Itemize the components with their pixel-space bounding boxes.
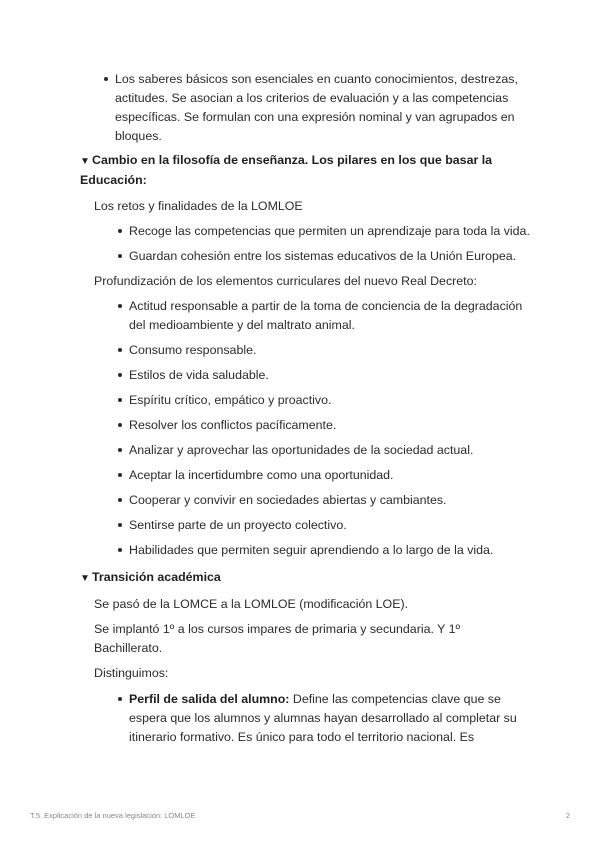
toggle-body xyxy=(80,595,530,747)
list-item: Sentirse parte de un proyecto colectivo. xyxy=(94,516,530,535)
distinguimos-list xyxy=(94,690,530,747)
list-item: Aceptar la incertidumbre como una oportunidad. xyxy=(94,466,530,485)
toggle-triangle-icon[interactable]: ▼ xyxy=(80,156,90,167)
list-item: Cooperar y convivir en sociedades abiertas y cambiantes. xyxy=(94,491,530,510)
list-item: Espíritu crítico, empático y proactivo. xyxy=(94,391,530,410)
paragraph: Distinguimos: xyxy=(94,666,169,680)
list-item: Consumo responsable. xyxy=(94,341,530,360)
saberes-list xyxy=(80,70,530,146)
list-item: Estilos de vida saludable. xyxy=(94,366,530,385)
page-content xyxy=(80,70,530,747)
list-item: Actitud responsable a partir de la toma de conciencia de la degradación del medioambiente y del maltrato animal. xyxy=(94,297,530,335)
section-title: Cambio en la filosofía de enseñanza. Los pilares en los que basar la Educación: xyxy=(80,153,493,187)
elementos-list xyxy=(94,297,530,560)
footer-title: T.5. Explicación de la nueva legislación: LOMLOE xyxy=(30,811,196,820)
page-footer xyxy=(30,811,570,821)
list-item: Guardan cohesión entre los sistemas educativos de la Unión Europea. xyxy=(94,247,530,266)
list-item: Resolver los conflictos pacíficamente. xyxy=(94,416,530,435)
list-item xyxy=(94,690,530,747)
toggle-triangle-icon[interactable]: ▼ xyxy=(80,573,90,584)
list-item: Recoge las competencias que permiten un aprendizaje para toda la vida. xyxy=(94,222,530,241)
toggle-section-filosofia[interactable] xyxy=(80,151,530,560)
toggle-heading[interactable] xyxy=(80,568,530,588)
toggle-section-transicion[interactable] xyxy=(80,568,530,747)
paragraph: Profundización de los elementos curriculares del nuevo Real Decreto: xyxy=(94,274,477,288)
paragraph: Se implantó 1º a los cursos impares de primaria y secundaria. Y 1º Bachillerato. xyxy=(94,622,461,655)
toggle-body xyxy=(80,197,530,560)
list-item: Analizar y aprovechar las oportunidades de la sociedad actual. xyxy=(94,441,530,460)
toggle-heading[interactable] xyxy=(80,151,530,190)
list-item: Habilidades que permiten seguir aprendiendo a lo largo de la vida. xyxy=(94,541,530,560)
retos-list xyxy=(94,222,530,266)
paragraph: Los retos y finalidades de la LOMLOE xyxy=(94,199,303,213)
list-item: Los saberes básicos son esenciales en cuanto conocimientos, destrezas, actitudes. Se asocian a los criterios de evaluación y a las competencias específicas. Se formulan con una expresión nominal y van agrupados en bloques. xyxy=(80,70,530,146)
section-title: Transición académica xyxy=(92,570,221,584)
page-number: 2 xyxy=(565,811,570,820)
term-label: Perfil de salida del alumno: xyxy=(129,692,290,706)
term-description: Define las competencias clave que se espera que los alumnos y alumnas hayan desarrollado al completar su itinerario formativo. Es único para todo el territorio nacional. Es xyxy=(129,692,517,744)
paragraph: Se pasó de la LOMCE a la LOMLOE (modificación LOE). xyxy=(94,597,409,611)
